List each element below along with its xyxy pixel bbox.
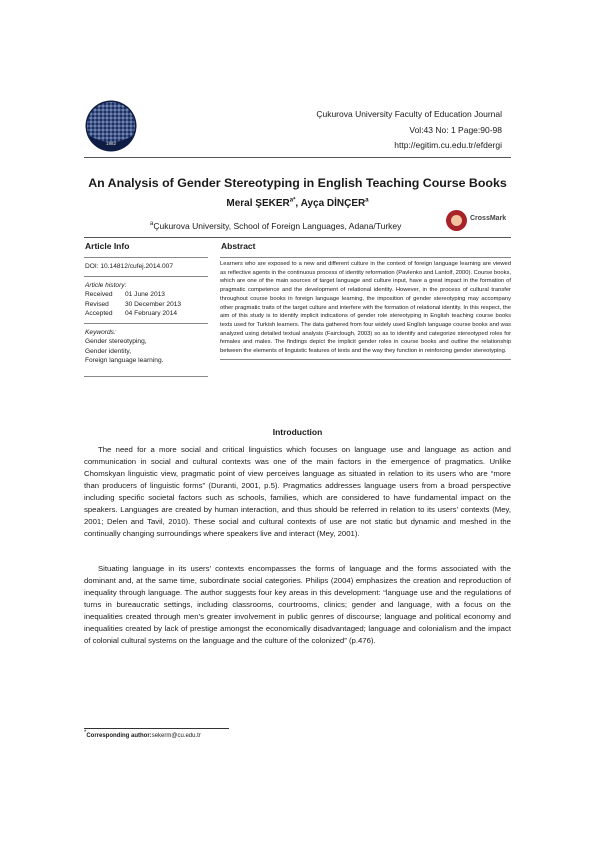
affiliation-superscript: a xyxy=(150,221,154,228)
history-event: Accepted xyxy=(85,310,113,317)
keyword: Gender identity, xyxy=(85,347,132,355)
abstract-text: Learners who are exposed to a new and different culture in the context of foreign language learning are viewed as reflective agents in the continuous process of identity reformation (Pavlenko and Lantolf, 2000). Course books, which are one of the main sources of target language and culture input, have a great impact in the formation of pragmatic competence and the development of relational identity. However, in the process of cultural transfer throughout course books in foreign language learning, the imposition of gender stereotyping may accompany other pragmatic traits of the target culture and interfere with the formation of relational identity. In this respect, the aim of this study is to identify implicit indications of gender role stereotyping in English teaching course books texts used for Turkish learners. The data gathered from four widely used English language course books and was analyzed using detailed textual analysis (Fairclough, 2003) so as to identify and categorize stereotyped roles for females and males. The findings depict the implicit gender roles in course books and outline the relationship between the elements of linguistic features of texts and the way they function in reinforcing gender stereotyping. xyxy=(220,257,511,360)
history-date: 01 June 2013 xyxy=(125,291,165,298)
footnote-marker: * xyxy=(84,730,87,736)
keyword: Gender stereotyping, xyxy=(85,338,147,345)
history-label: Article history: xyxy=(85,281,127,289)
history-date: 04 February 2014 xyxy=(125,310,178,317)
footnote xyxy=(84,730,201,739)
history-row xyxy=(85,309,208,319)
author-separator: , xyxy=(295,198,301,209)
history-date: 30 December 2013 xyxy=(125,300,182,308)
crossmark-icon xyxy=(446,210,467,231)
author-name: Meral ŞEKER xyxy=(226,198,290,209)
footnote-label: Corresponding author: xyxy=(86,733,152,739)
history-row xyxy=(85,290,208,300)
doi[interactable]: DOI: 10.14812/cufej.2014.007 xyxy=(85,263,173,270)
header-divider xyxy=(84,157,511,158)
history-row xyxy=(85,300,208,310)
author-superscript: a xyxy=(365,197,369,204)
keywords-label: Keywords: xyxy=(85,328,116,336)
history-event: Revised xyxy=(85,300,109,308)
author-superscript: a* xyxy=(289,197,296,204)
history-block xyxy=(84,276,208,323)
introduction-heading: Introduction xyxy=(272,427,323,437)
footnote-divider xyxy=(84,728,229,729)
doi-block xyxy=(84,257,208,276)
journal-name: Çukurova University Faculty of Education Journal xyxy=(316,109,502,119)
university-seal-logo xyxy=(85,100,137,152)
logo-year: 1982 xyxy=(106,141,117,146)
crossmark-label: CrossMark xyxy=(470,215,507,222)
body-paragraph: Situating language in its users’ contexts encompasses the forms of language and the forms associated with the dominant and, at the same time, subordinate social categories. Philips (2004) emphasizes the creation and reproduction of inequality through language. The author suggests four key areas in this development: “language use and the regulations of turns in bureaucratic settings, including classrooms, courtrooms, clinics; gender and language, with a focus on the inequalities created through men’s greater involvement in public genres of discourse; language and political economy and inequalities created by lack of prestige amongst the economically disadvantaged; language and colonialism and the impact of colonial cultural systems on the language and the culture of the colonized” (p.476). xyxy=(84,564,511,645)
authors-line xyxy=(84,198,511,209)
journal-url[interactable]: http://egitim.cu.edu.tr/efdergi xyxy=(394,140,502,150)
abstract-heading: Abstract xyxy=(221,241,256,251)
paper-title: An Analysis of Gender Stereotyping in English Teaching Course Books xyxy=(88,176,507,190)
crossmark-badge[interactable] xyxy=(446,210,516,232)
author-name: Ayça DİNÇER xyxy=(300,198,366,209)
article-info-panel xyxy=(84,257,208,377)
article-info-heading: Article Info xyxy=(85,241,130,251)
keyword: Foreign language learning. xyxy=(85,357,164,364)
journal-info xyxy=(316,107,502,154)
info-top-divider xyxy=(84,237,511,238)
affiliation-text: Çukurova University, School of Foreign Languages, Adana/Turkey xyxy=(153,221,402,231)
body-paragraph: The need for a more social and critical linguistics which focuses on language use and language as action and communication in social and cultural contexts was one of the main factors in the emergence of pragmatics. Unlike Chomskyan linguistic view, pragmatic point of view perceives language as situated in relation to its users who are “more than producers of linguistic forms” (Duranti, 2001, p.5). Pragmatics addresses language users from a broad perspective including specific societal factors such as schools, families, which are considered to have fundamental impact on the speakers. Languages are created by human interaction, and thus should be referred in relation to its users’ contexts (Mey, 2001; Delen and Tavil, 2010). These social and cultural contexts of use are not static but dynamic and meshed in the continually changing surroundings where speakers live and interact (Mey, 2001). xyxy=(84,445,511,538)
affiliation xyxy=(150,221,401,231)
footnote-email[interactable]: sekerm@cu.edu.tr xyxy=(151,733,201,739)
volume-info: Vol:43 No: 1 Page:90-98 xyxy=(409,124,502,135)
keywords-block xyxy=(84,323,208,377)
history-event: Received xyxy=(85,291,113,298)
